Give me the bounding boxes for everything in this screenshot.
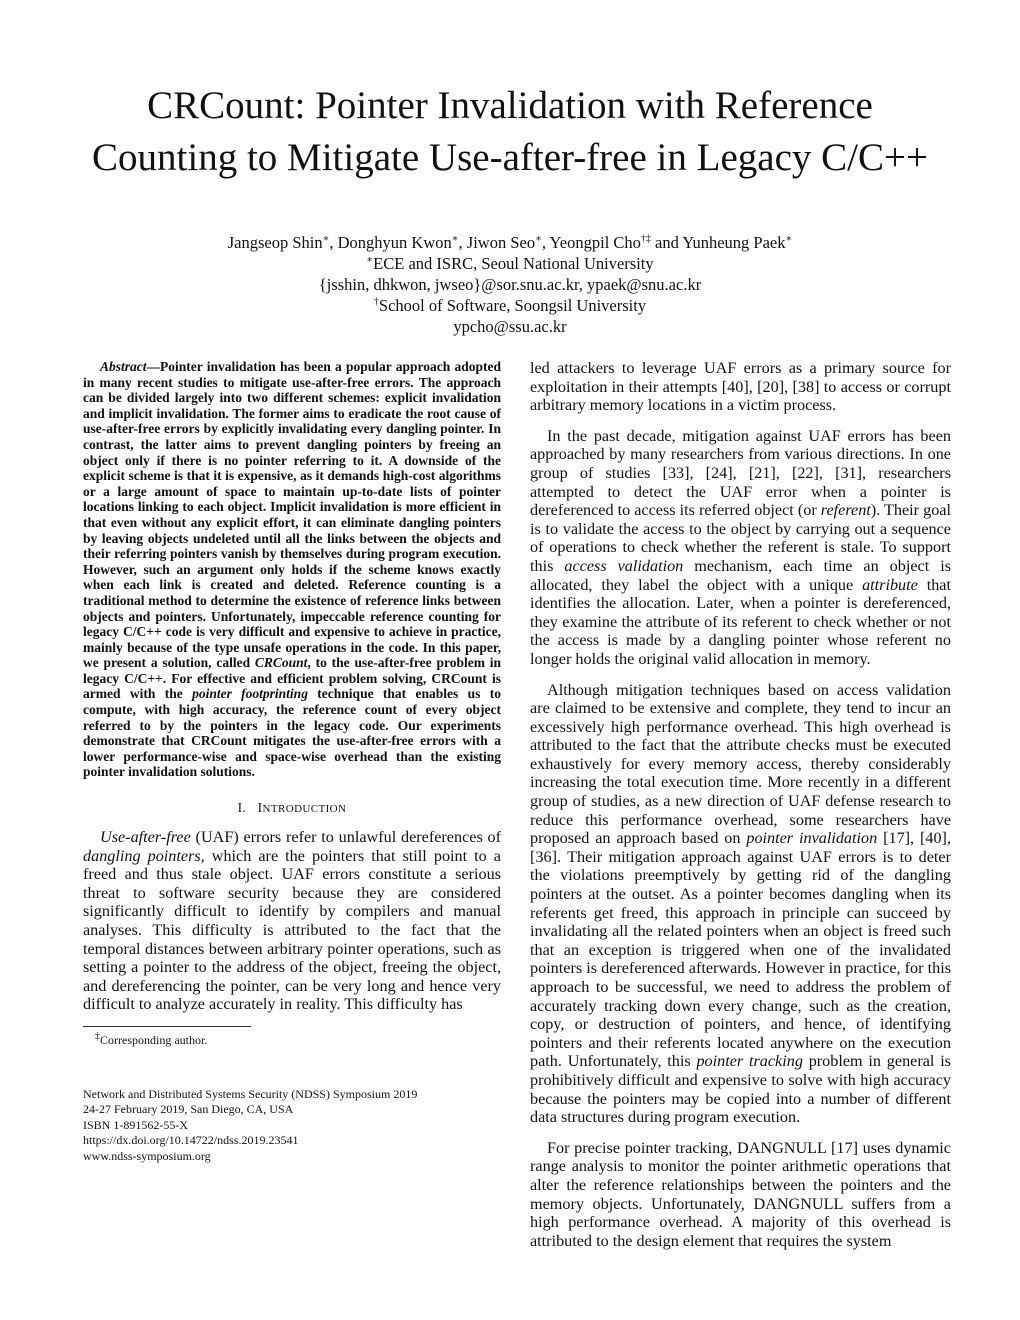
author-block — [60, 232, 960, 337]
intro-paragraph-1-cont: led attackers to leverage UAF errors as a primary source for exploitation in their attempts [40], [20], [38] to access or corrupt arbitrary memory locations in a victim process. — [530, 359, 951, 415]
abstract: Abstract—Pointer invalidation has been a popular approach adopted in many recent studies to mitigate use-after-free errors. The approach can be divided largely into two different schemes: explicit invalidation and implicit invalidation. The former aims to eradicate the root cause of use-after-free errors by explicitly invalidating every dangling pointer. In contrast, the latter aims to prevent dangling pointers by freeing an object only if there is no pointer referring to it. A downside of the explicit scheme is that it is expensive, as it demands high-cost algorithms or a large amount of space to maintain up-to-date lists of pointer locations linking to each object. Implicit invalidation is more efficient in that even without any explicit effort, it can eliminate dangling pointers by leaving objects undeleted until all the links between the objects and their referring pointers vanish by themselves during program execution. However, such an argument only holds if the scheme knows exactly when each link is created and deleted. Reference counting is a traditional method to determine the existence of reference links between objects and pointers. Unfortunately, impeccable reference counting for legacy C/C++ code is very difficult and expensive to achieve in practice, mainly because of the type unsafe operations in the code. In this paper, we present a solution, called CRCount, to the use-after-free problem in legacy C/C++. For effective and efficient problem solving, CRCount is armed with the pointer footprinting technique that enables us to compute, with high accuracy, the reference count of every object referred to by the pointers in the legacy code. Our experiments demonstrate that CRCount mitigates the use-after-free errors with a lower performance-wise and space-wise overhead than the existing pointer invalidation solutions. — [83, 359, 502, 780]
abstract-label: Abstract — [100, 359, 147, 374]
intro-paragraph-2: In the past decade, mitigation against UAF errors has been approached by many researchers from various directions. In one group of studies [33], [24], [21], [22], [31], researchers attempted to detect the UAF error when a pointer is dereferenced to access its referred object (or referent). Their goal is to validate the access to the object by carrying out a sequence of operations to check whether the referent is stale. To support this access validation mechanism, each time an object is allocated, they label the object with a unique attribute that identifies the allocation. Later, when a pointer is dereferenced, they examine the attribute of its referent to check whether or not the access is made by a dangling pointer whose referent no longer holds the original valid allocation in memory. — [530, 426, 951, 668]
footnote: ‡Corresponding author. — [95, 1030, 208, 1047]
section-heading-introduction: I. INTRODUCTION — [237, 800, 347, 816]
affiliation-2: †School of Software, Soongsil University — [373, 296, 647, 315]
title-line-2: Counting to Mitigate Use-after-free in Legacy C/C++ — [92, 136, 928, 179]
intro-paragraph-4: For precise pointer tracking, DANGNULL [17] uses dynamic range analysis to monitor the pointer arithmetic operations that alter the reference relationships between the pointers and the memory objects. Unfortunately, DANGNULL suffers from a high performance overhead. A majority of this overhead is attributed to the design element that requires the system — [530, 1138, 951, 1250]
paper-title — [40, 80, 980, 184]
email-1: {jsshin, dhkwon, jwseo}@sor.snu.ac.kr, ypaek@snu.ac.kr — [318, 275, 702, 294]
left-column — [83, 359, 501, 1164]
intro-paragraph-3: Although mitigation techniques based on access validation are claimed to be extensive and complete, they tend to incur an excessively high performance overhead. This high overhead is attributed to the fact that the attribute checks must be executed exhaustively for every memory access, thereby considerably increasing the total execution time. More recently in a different group of studies, as a new direction of UAF defense research to reduce this performance overhead, some researchers have proposed an approach based on pointer invalidation [17], [40], [36]. Their mitigation approach against UAF errors is to deter the violations preemptively by getting rid of the dangling pointers at the outset. As a pointer becomes dangling when its referents get freed, this approach in principle can succeed by invalidating all the related pointers when an object is freed such that an exception is triggered when one of the invalidated pointers is dereferenced afterwards. However in practice, for this approach to be successful, we need to address the problem of accurately tracking down every change, such as the creation, copy, or destruction of pointers, and hence, of identifying pointers and their referents located anywhere on the execution path. Unfortunately, this pointer tracking problem in general is prohibitively difficult and expensive to solve with high accuracy because the pointers may be copied into a number of different data structures during program execution. — [530, 680, 951, 1127]
conference-info — [83, 1087, 501, 1165]
footnote-divider — [83, 1026, 251, 1027]
conference-doi: https://dx.doi.org/10.14722/ndss.2019.23541 — [83, 1133, 299, 1148]
email-2: ypcho@ssu.ac.kr — [453, 317, 567, 336]
conference-line: Network and Distributed Systems Security (NDSS) Symposium 2019 — [83, 1086, 418, 1101]
title-line-1: CRCount: Pointer Invalidation with Reference — [147, 84, 873, 127]
conference-dates: 24-27 February 2019, San Diego, CA, USA — [83, 1102, 294, 1117]
conference-site: www.ndss-symposium.org — [83, 1148, 211, 1163]
conference-isbn: ISBN 1-891562-55-X — [83, 1117, 188, 1132]
affiliation-1: ∗ECE and ISRC, Seoul National University — [366, 254, 654, 273]
intro-paragraph-1: Use-after-free (UAF) errors refer to unlawful dereferences of dangling pointers, which are the pointers that still point to a freed and thus stale object. UAF errors constitute a serious threat to software security because they are considered significantly difficult to identify by compilers and manual analyses. This difficulty is attributed to the fact that the temporal distances between arbitrary pointer operations, such as setting a pointer to the address of the object, freeing the object, and dereferencing the pointer, can be very long and hence very difficult to analyze accurately in reality. This difficulty has — [83, 828, 501, 1014]
author-names: Jangseop Shin∗, Donghyun Kwon∗, Jiwon Seo∗, Yeongpil Cho†‡ and Yunheung Paek∗ — [227, 233, 793, 252]
right-column — [530, 359, 951, 1262]
